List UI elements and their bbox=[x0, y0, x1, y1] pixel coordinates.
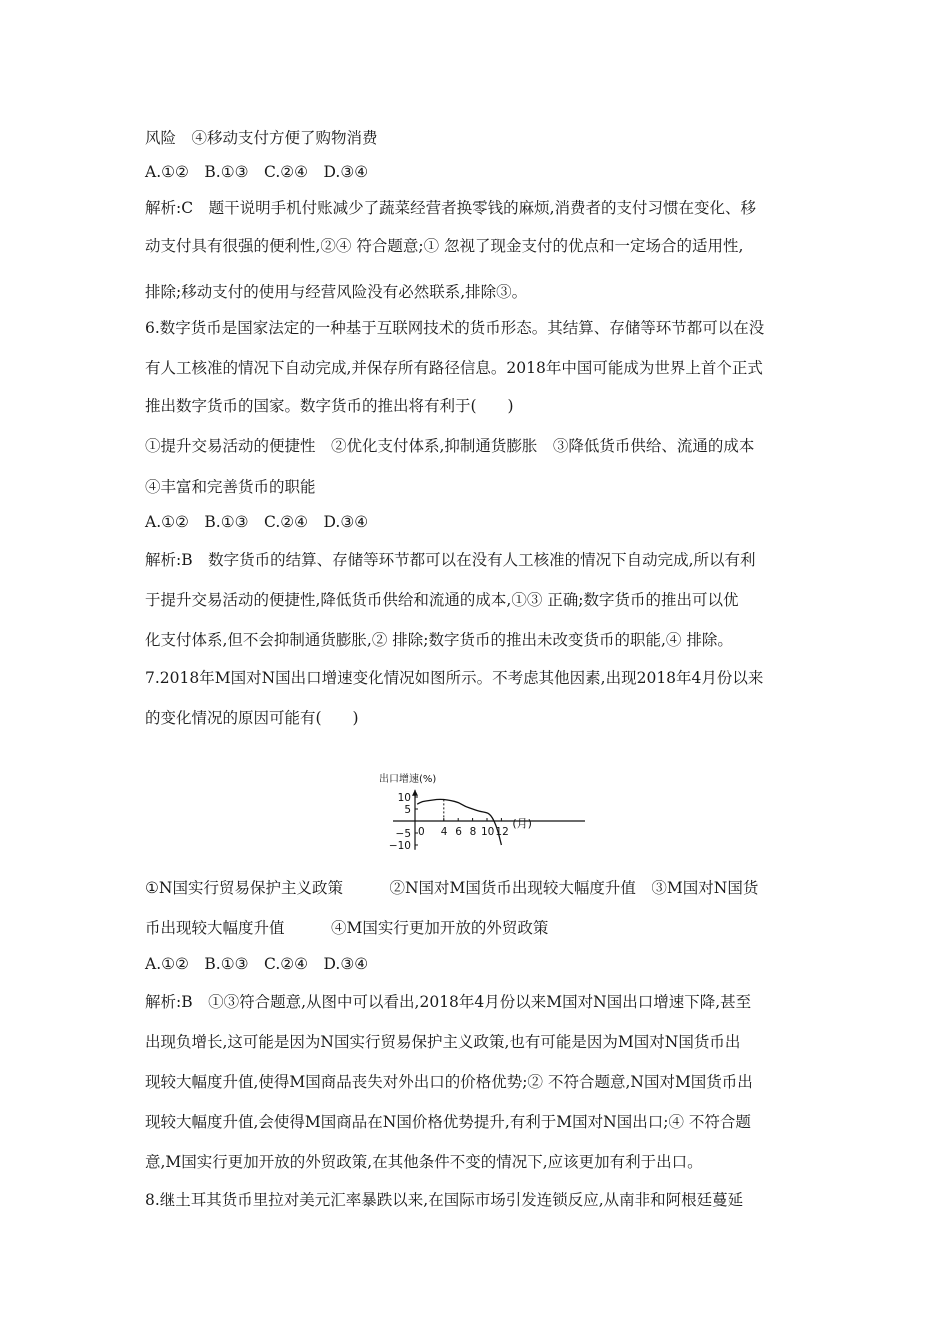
origin-label: 0 bbox=[418, 826, 425, 838]
y-tick-label: −10 bbox=[388, 840, 411, 852]
analysis-line: 解析:C 题干说明手机付账减少了蔬菜经营者换零钱的麻烦,消费者的支付习惯在变化、移 bbox=[145, 199, 757, 217]
x-tick-label: 10 bbox=[481, 826, 495, 838]
y-tick-label: 5 bbox=[404, 804, 411, 816]
question-6-line: 有人工核准的情况下自动完成,并保存所有路径信息。2018年中国可能成为世界上首个正式 bbox=[145, 359, 763, 377]
question-7-line: 的变化情况的原因可能有( ) bbox=[145, 709, 359, 727]
question-6-options: ④丰富和完善货币的职能 bbox=[145, 478, 316, 496]
analysis-line: 化支付体系,但不会抑制通货膨胀,② 排除;数字货币的推出未改变货币的职能,④ 排除。 bbox=[145, 631, 733, 649]
question-7-line: 7.2018年M国对N国出口增速变化情况如图所示。不考虑其他因素,出现2018年4月份以来 bbox=[145, 669, 764, 687]
x-tick-label: 6 bbox=[455, 826, 462, 838]
question-6-line: 6.数字货币是国家法定的一种基于互联网技术的货币形态。其结算、存储等环节都可以在没 bbox=[145, 319, 765, 337]
y-axis-label: 出口增速(%) bbox=[379, 773, 437, 785]
question-8-line: 8.继土耳其货币里拉对美元汇率暴跌以来,在国际市场引发连锁反应,从南非和阿根廷蔓延 bbox=[145, 1191, 744, 1209]
y-axis-arrow bbox=[412, 790, 418, 796]
text-line: 风险 ④移动支付方便了购物消费 bbox=[145, 129, 378, 147]
analysis-line: 解析:B 数字货币的结算、存储等环节都可以在没有人工核准的情况下自动完成,所以有利 bbox=[145, 551, 756, 569]
question-6-options: ①提升交易活动的便捷性 ②优化支付体系,抑制通货膨胀 ③降低货币供给、流通的成本 bbox=[145, 437, 755, 455]
y-tick-label: −5 bbox=[395, 828, 411, 840]
x-tick-label: 4 bbox=[440, 826, 448, 838]
x-tick-label: 8 bbox=[469, 826, 477, 838]
analysis-line: 解析:B ①③符合题意,从图中可以看出,2018年4月份以来M国对N国出口增速下降,甚至 bbox=[145, 993, 752, 1011]
analysis-line: 现较大幅度升值,使得M国商品丧失对外出口的价格优势;② 不符合题意,N国对M国货币出 bbox=[145, 1073, 753, 1091]
answer-options: A.①② B.①③ C.②④ D.③④ bbox=[145, 513, 369, 531]
y-tick-label: 10 bbox=[397, 792, 411, 804]
x-tick-label: 12 bbox=[495, 826, 509, 838]
analysis-line: 意,M国实行更加开放的外贸政策,在其他条件不变的情况下,应该更加有利于出口。 bbox=[145, 1153, 703, 1171]
analysis-line: 于提升交易活动的便捷性,降低货币供给和流通的成本,①③ 正确;数字货币的推出可以优 bbox=[145, 591, 739, 609]
x-axis-label: (月) bbox=[512, 817, 532, 830]
question-7-options: 币出现较大幅度升值 ④M国实行更加开放的外贸政策 bbox=[145, 919, 549, 937]
analysis-line: 动支付具有很强的便利性,②④ 符合题意;① 忽视了现金支付的优点和一定场合的适用性, bbox=[145, 237, 744, 255]
analysis-line: 排除;移动支付的使用与经营风险没有必然联系,排除③。 bbox=[145, 283, 528, 301]
question-6-line: 推出数字货币的国家。数字货币的推出将有利于( ) bbox=[145, 397, 514, 415]
question-7-options: ①N国实行贸易保护主义政策 ②N国对M国货币出现较大幅度升值 ③M国对N国货 bbox=[145, 879, 759, 897]
answer-options: A.①② B.①③ C.②④ D.③④ bbox=[145, 163, 369, 181]
series-line bbox=[417, 799, 501, 845]
analysis-line: 出现负增长,这可能是因为N国实行贸易保护主义政策,也有可能是因为M国对N国货币出 bbox=[145, 1033, 741, 1051]
export-growth-chart bbox=[365, 738, 585, 866]
analysis-line: 现较大幅度升值,会使得M国商品在N国价格优势提升,有利于M国对N国出口;④ 不符合题 bbox=[145, 1113, 751, 1131]
answer-options: A.①② B.①③ C.②④ D.③④ bbox=[145, 955, 369, 973]
